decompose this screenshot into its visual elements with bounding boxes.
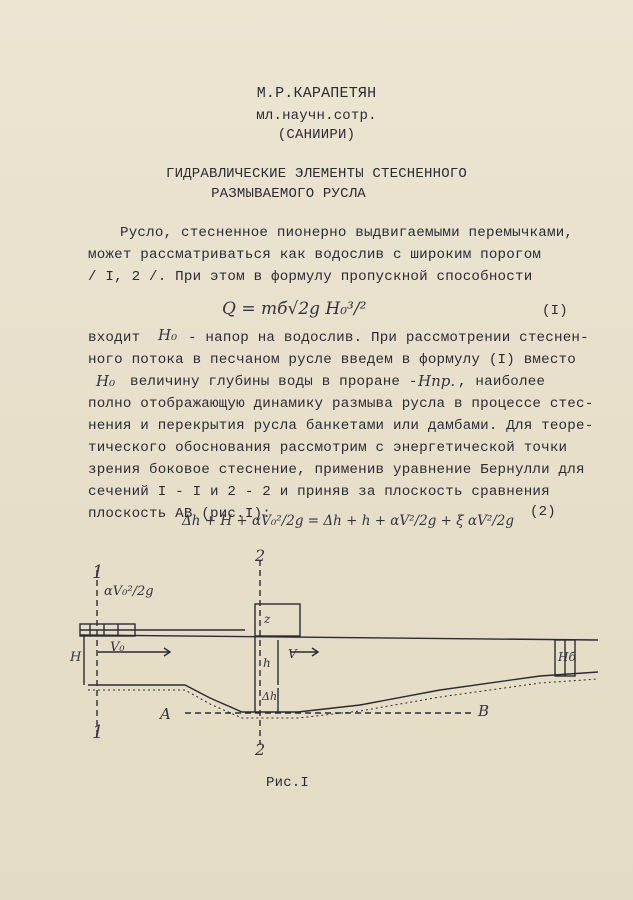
symbol-hpr: Hпр. [418, 372, 456, 390]
z-label: z [264, 612, 271, 626]
author-name: М.Р.КАРАПЕТЯН [256, 85, 377, 102]
title-line-1: ГИДРАВЛИЧЕСКИЕ ЭЛЕМЕНТЫ СТЕСНЕННОГО [165, 166, 468, 182]
point-b-label: B [478, 702, 490, 720]
paragraph-2-line-8: сечений I - I и 2 - 2 и приняв за плоскость сравнения [88, 484, 550, 500]
paragraph-2-line-2: ного потока в песчаном русле введем в формулу (I) вместо [88, 352, 576, 368]
water-surface-line [80, 635, 598, 640]
dh-label: Δh [262, 690, 278, 703]
formula-2: Δh + H + αV₀²/2g = Δh + h + αV²/2g + ξ αV²/2g [182, 513, 515, 529]
v0-label: V₀ [110, 640, 125, 655]
paragraph-2-line-1-end: - напор на водослив. При рассмотрении стеснен- [188, 330, 589, 346]
paragraph-1-line-1: Русло, стесненное пионерно выдвигаемыми перемычками, [120, 225, 574, 241]
section-1-label-top: 1 [92, 562, 104, 583]
v-label: V [288, 647, 297, 661]
point-a-label: A [160, 705, 171, 723]
title-line-2: РАЗМЫВАЕМОГО РУСЛА [211, 186, 366, 202]
paragraph-2-line-3-mid: величину глубины воды в проране - [130, 374, 418, 390]
pier-box [255, 604, 300, 636]
section-2-label-top: 2 [255, 546, 266, 565]
formula-1-number: (I) [542, 303, 568, 319]
h-label: h [263, 656, 271, 670]
paragraph-2-line-9: плоскость АВ (рис.I): [88, 506, 271, 522]
velocity-head-label: αV₀²/2g [104, 584, 154, 599]
paragraph-2-line-6: тического обоснования рассмотрим с энергетической точки [88, 440, 568, 456]
formula-1: Q = mб√2g H₀³/² [222, 299, 367, 319]
figure-caption: Рис.I [266, 775, 310, 791]
paragraph-2-line-4: полно отображающую динамику размыва русла в процессе стес- [88, 396, 594, 412]
section-1-label-bottom: 1 [92, 722, 104, 743]
paragraph-2-line-5: нения и перекрытия русла банкетами или дамбами. Для теоре- [88, 418, 594, 434]
formula-2-number: (2) [530, 504, 556, 520]
paragraph-1-line-2: может рассматриваться как водослив с широким порогом [88, 247, 542, 263]
paragraph-2-line-1-start: входит [88, 330, 141, 346]
author-position: мл.научн.сотр. [256, 108, 377, 124]
paragraph-2-line-3-end: , наиболее [458, 374, 546, 390]
section-2-label-bottom: 2 [255, 740, 266, 759]
author-organization: (САНИИРИ) [277, 127, 356, 143]
hb-label: Hб [558, 650, 576, 664]
paragraph-1-line-3: / I, 2 /. При этом в формулу пропускной способности [88, 269, 533, 285]
paragraph-2-line-7: зрения боковое стеснение, применив уравнение Бернулли для [88, 462, 585, 478]
symbol-h0: H₀ [158, 326, 178, 344]
symbol-h0-2: H₀ [96, 372, 116, 390]
depth-h-label: H [70, 650, 82, 665]
